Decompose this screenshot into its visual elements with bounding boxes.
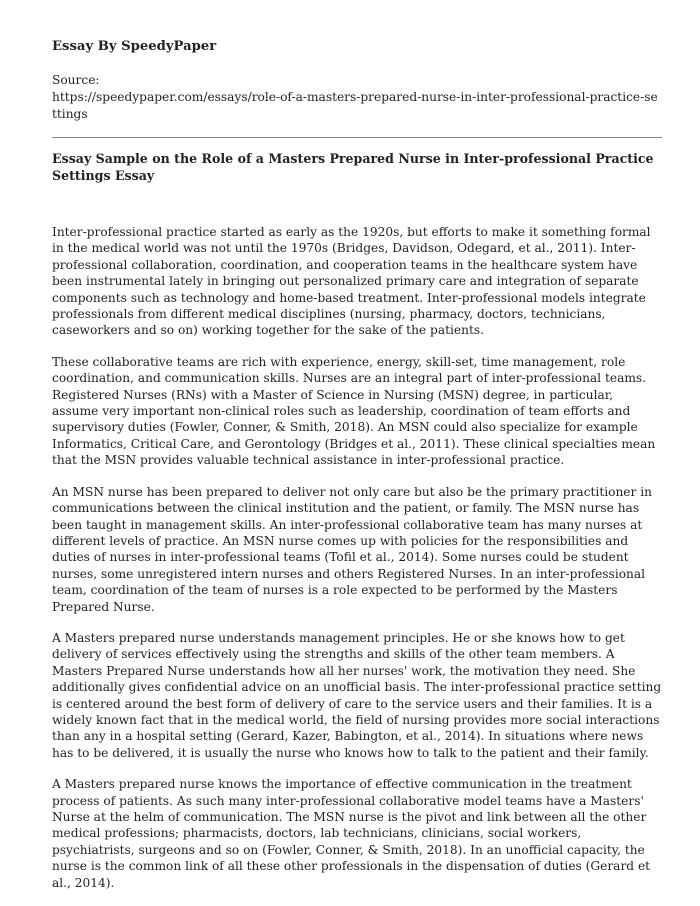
source-label: Source: [52, 73, 100, 87]
essay-paragraph-1: Inter-professional practice started as early as the 1920s, but efforts to make it something formal in the medical world was not until the 1970s (Bridges, Davidson, Odegard, et al., 2011). Inter-professional collaboration, coordination, and cooperation teams in the healthcare system have been instrumental lately in bringing out personalized primary care and integration of separate components such as technology and home-based treatment. Inter-professional models integrate professionals from different medical disciplines (nursing, pharmacy, doctors, technicians, caseworkers and so on) working together for the sake of the patients. [52, 225, 651, 338]
essay-paragraph-4: A Masters prepared nurse understands management principles. He or she knows how to get delivery of services effectively using the strengths and skills of the other team members. A Masters Prepared Nurse understands how all her nurses' work, the motivation they need. She additionally gives confidential advice on an unofficial basis. The inter-professional practice setting is centered around the best form of delivery of care to the service users and their families. It is a widely known fact that in the medical world, the field of nursing provides more social interactions than any in a hospital setting (Gerard, Kazer, Babington, et al., 2014). In situations where news has to be delivered, it is usually the nurse who knows how to talk to the patient and their family. [52, 630, 662, 760]
essay-paragraph-5: A Masters prepared nurse knows the importance of effective communication in the treatment process of patients. As such many inter-professional collaborative model teams have a Masters' Nurse at the helm of communication. The MSN nurse is the pivot and link between all the other medical professions; pharmacists, doctors, lab technicians, clinicians, social workers, psychiatrists, surgeons and so on (Fowler, Conner, & Smith, 2018). In an unofficial capacity, the nurse is the common link of all these other professionals in the dispensation of duties (Gerard et al., 2014). [52, 777, 651, 890]
document-header-title: Essay By SpeedyPaper [52, 39, 217, 54]
header-divider [52, 137, 662, 138]
essay-title: Essay Sample on the Role of a Masters Prepared Nurse in Inter-professional Practice Settings Essay [52, 151, 654, 183]
source-url[interactable]: https://speedypaper.com/essays/role-of-a-masters-prepared-nurse-in-inter-professional-practice-settings [52, 90, 658, 121]
essay-paragraph-3: An MSN nurse has been prepared to deliver not only care but also be the primary practitioner in communications between the clinical institution and the patient, or family. The MSN nurse has been taught in management skills. An inter-professional collaborative team has many nurses at different levels of practice. An MSN nurse comes up with policies for the responsibilities and duties of nurses in inter-professional teams (Tofil et al., 2014). Some nurses could be student nurses, some unregistered intern nurses and others Registered Nurses. In an inter-professional team, coordination of the team of nurses is a role expected to be performed by the Masters Prepared Nurse. [52, 484, 652, 614]
essay-paragraph-2: These collaborative teams are rich with experience, energy, skill-set, time management, role coordination, and communication skills. Nurses are an integral part of inter-professional teams. Registered Nurses (RNs) with a Master of Science in Nursing (MSN) degree, in particular, assume very important non-clinical roles such as leadership, coordination of team efforts and supervisory duties (Fowler, Conner, & Smith, 2018). An MSN could also specialize for example Informatics, Critical Care, and Gerontology (Bridges et al., 2011). These clinical specialties mean that the MSN provides valuable technical assistance in inter-professional practice. [52, 354, 656, 468]
document-page [52, 38, 662, 906]
